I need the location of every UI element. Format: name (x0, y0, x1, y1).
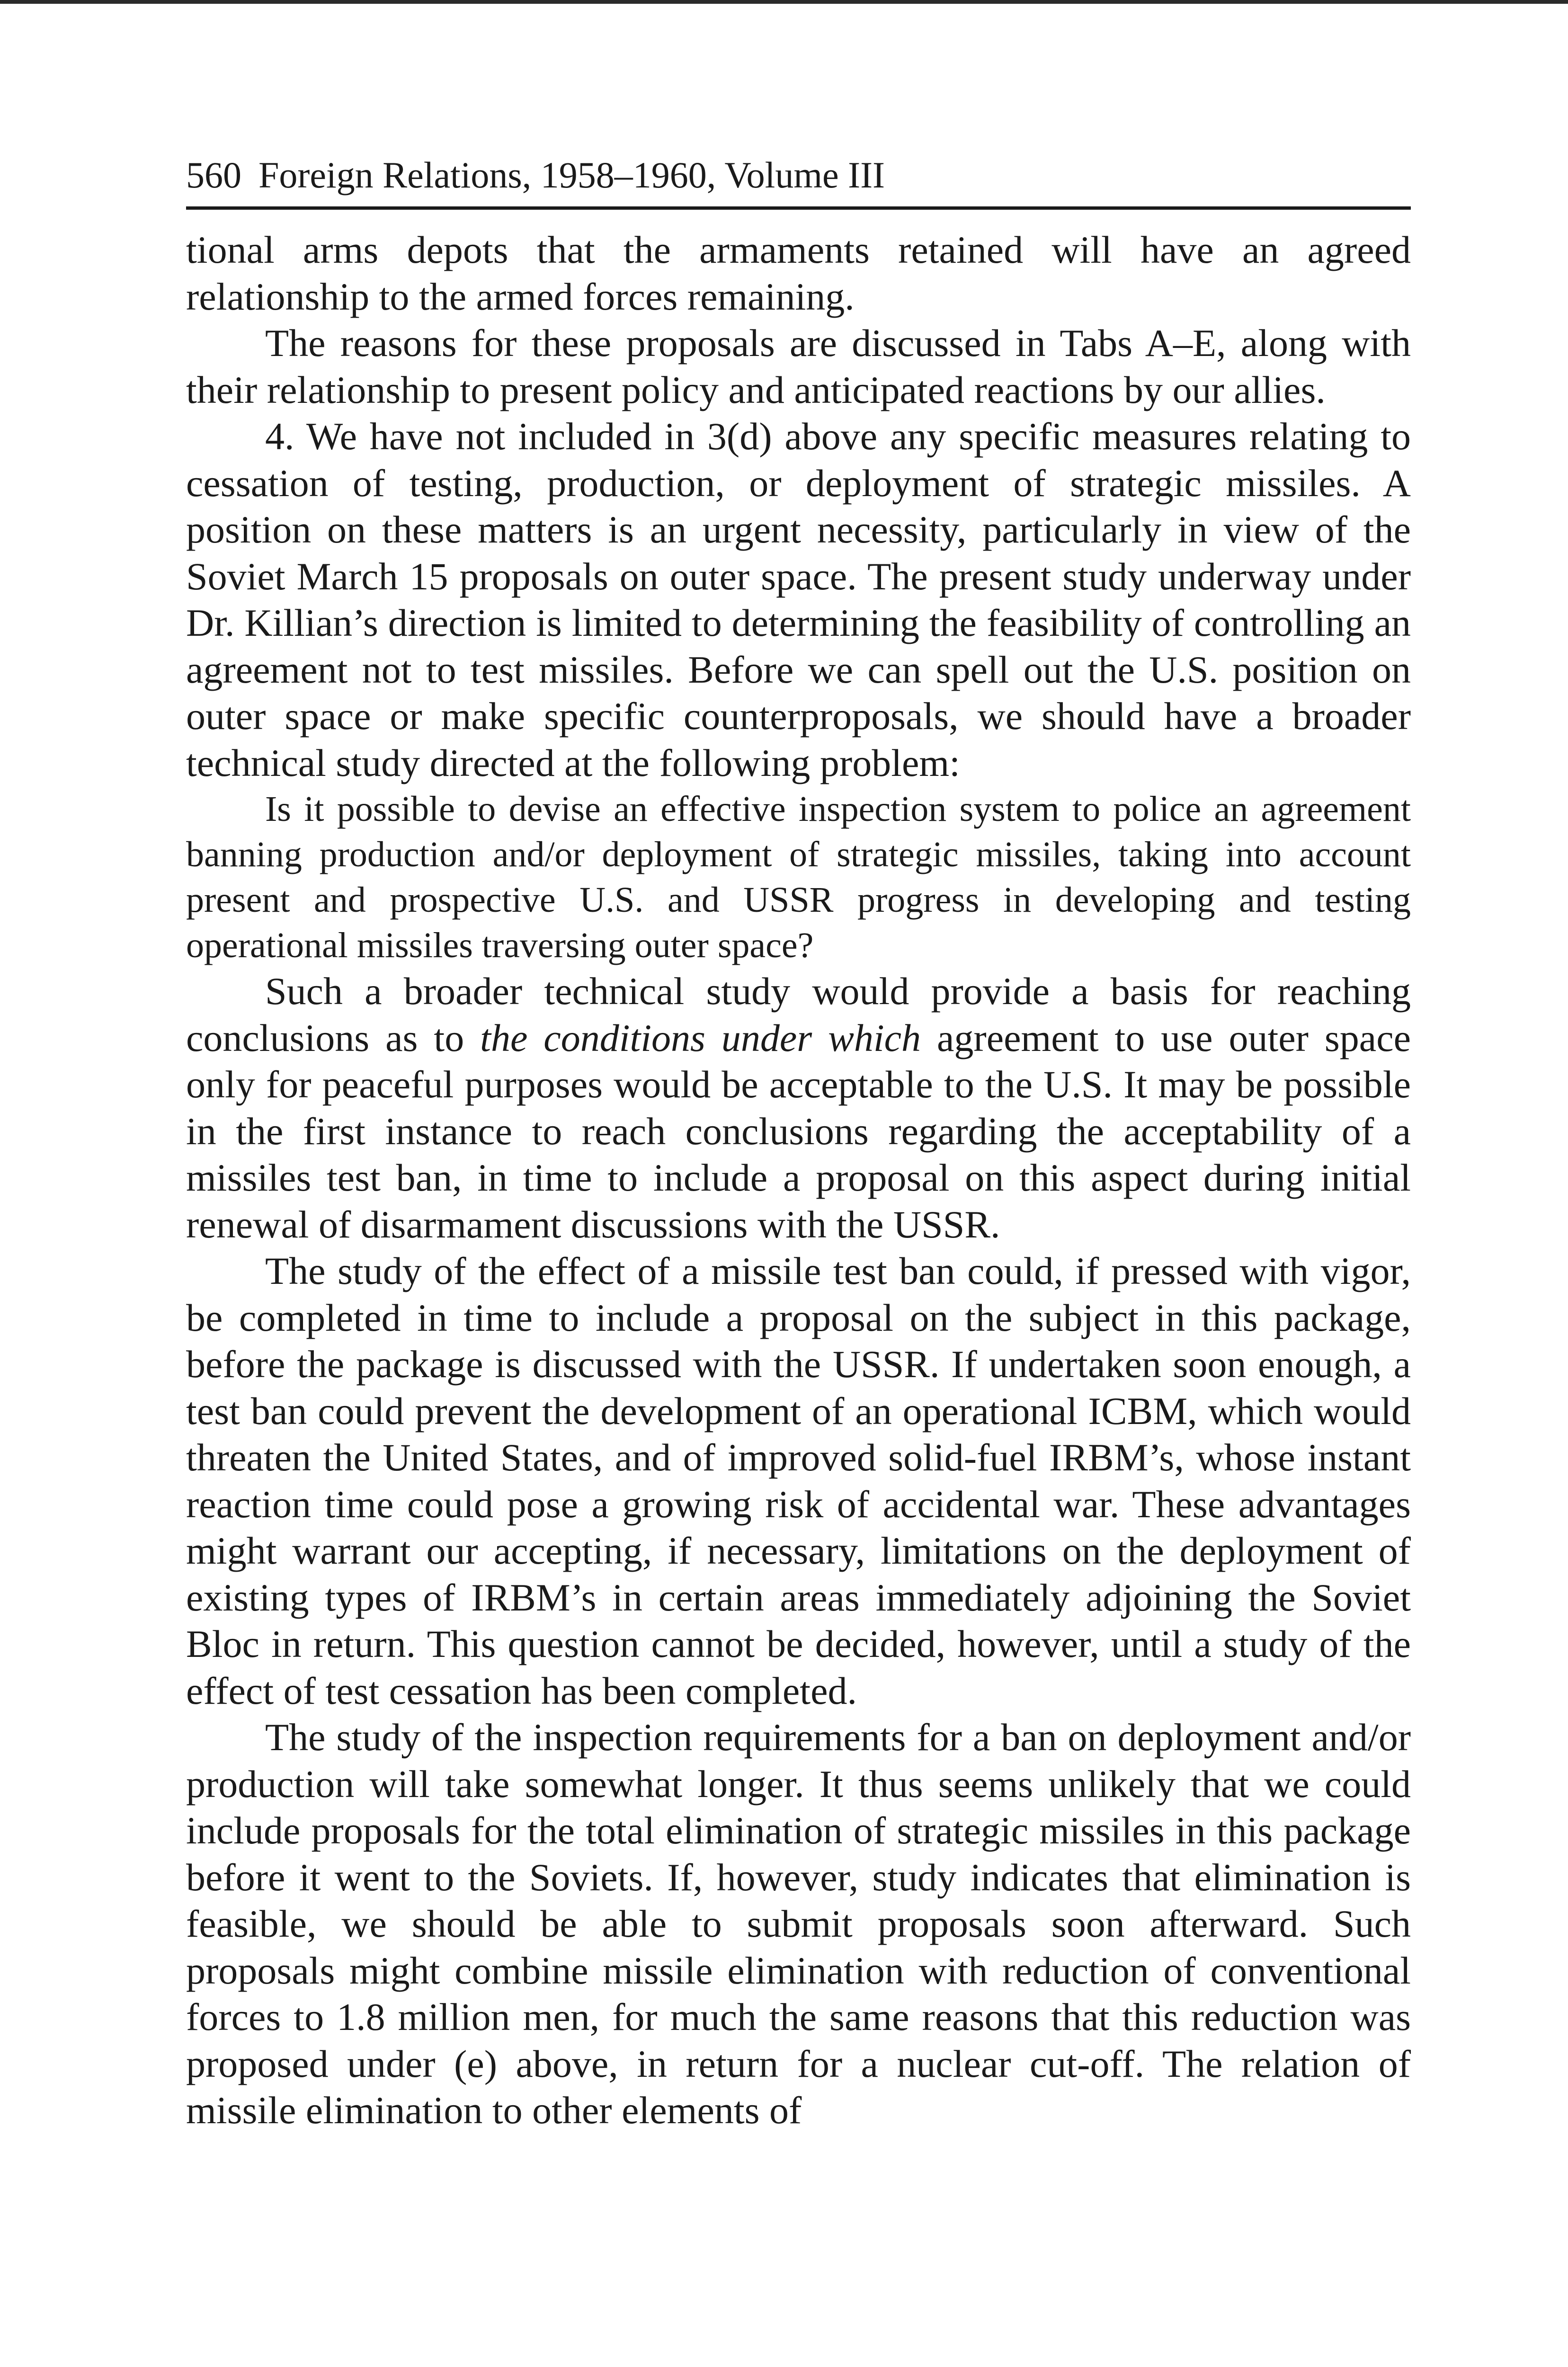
italic-phrase: the conditions under which (480, 1016, 921, 1059)
paragraph-broader-study (186, 968, 1411, 1248)
paragraph-broader-study-end: agreement to use outer space only for peaceful purposes would be acceptable to the U.S. It may be possible in the first instance to reach conclusions regarding the acceptability of a missiles test ban, in time to include a proposal on this aspect during initial renewal of disarmament discussions with the USSR. (186, 1016, 1411, 1246)
paragraph-test-ban: The study of the effect of a missile test ban could, if pressed with vigor, be completed in time to include a proposal on the subject in this package, before the package is discussed with the USSR. If undertaken soon enough, a test ban could prevent the development of an operational ICBM, which would threaten the United States, and of improved solid-fuel IRBM’s, whose instant reaction time could pose a growing risk of accidental war. These advantages might warrant our accepting, if necessary, limitations on the deployment of existing types of IRBM’s in certain areas immediately adjoining the Soviet Bloc in return. This question cannot be decided, however, until a study of the effect of test cessation has been completed. (186, 1249, 1411, 1712)
body-text (186, 227, 1411, 2134)
paragraph-continuation: tional arms depots that the armaments retained will have an agreed relationship to the armed forces remaining. (186, 228, 1411, 318)
paragraph-inspection-requirements: The study of the inspection requirements for a ban on deployment and/or production will take somewhat longer. It thus seems unlikely that we could include proposals for the total elimination of strategic missiles in this package before it went to the Soviets. If, however, study indicates that elimination is feasible, we should be able to submit proposals soon afterward. Such proposals might combine missile elimination with reduction of conventional forces to 1.8 million men, for much the same reasons that this reduction was proposed under (e) above, in return for a nuclear cut-off. The relation of missile elimination to other elements of (186, 1716, 1411, 2132)
block-quote-problem: Is it possible to devise an effective inspection system to police an agreement banning production and/or deployment of strategic missiles, taking into account present and prospective U.S. and USSR progress in developing and testing operational missiles traversing outer space? (186, 789, 1411, 965)
paragraph-reasons: The reasons for these proposals are discussed in Tabs A–E, along with their relationship to present policy and anticipated reactions by our allies. (186, 321, 1411, 411)
publication-title: Foreign Relations, 1958–1960, Volume III (258, 154, 885, 196)
paragraph-point-4: 4. We have not included in 3(d) above any specific measures relating to cessation of testing, production, or deployment of strategic missiles. A position on these matters is an urgent necessity, particularly in view of the Soviet March 15 proposals on outer space. The present study underway under Dr. Killian’s direction is limited to determining the feasibility of controlling an agreement not to test missiles. Before we can spell out the U.S. position on outer space or make specific counterproposals, we should have a broader technical study directed at the following problem: (186, 415, 1411, 784)
page-number: 560 (186, 154, 241, 196)
document-page (186, 151, 1411, 2134)
top-edge-rule (0, 0, 1568, 4)
paragraph-broader-study-start: Such a broader technical study would provide a basis for reaching conclusions as to (186, 970, 1411, 1059)
running-head (186, 151, 1411, 210)
